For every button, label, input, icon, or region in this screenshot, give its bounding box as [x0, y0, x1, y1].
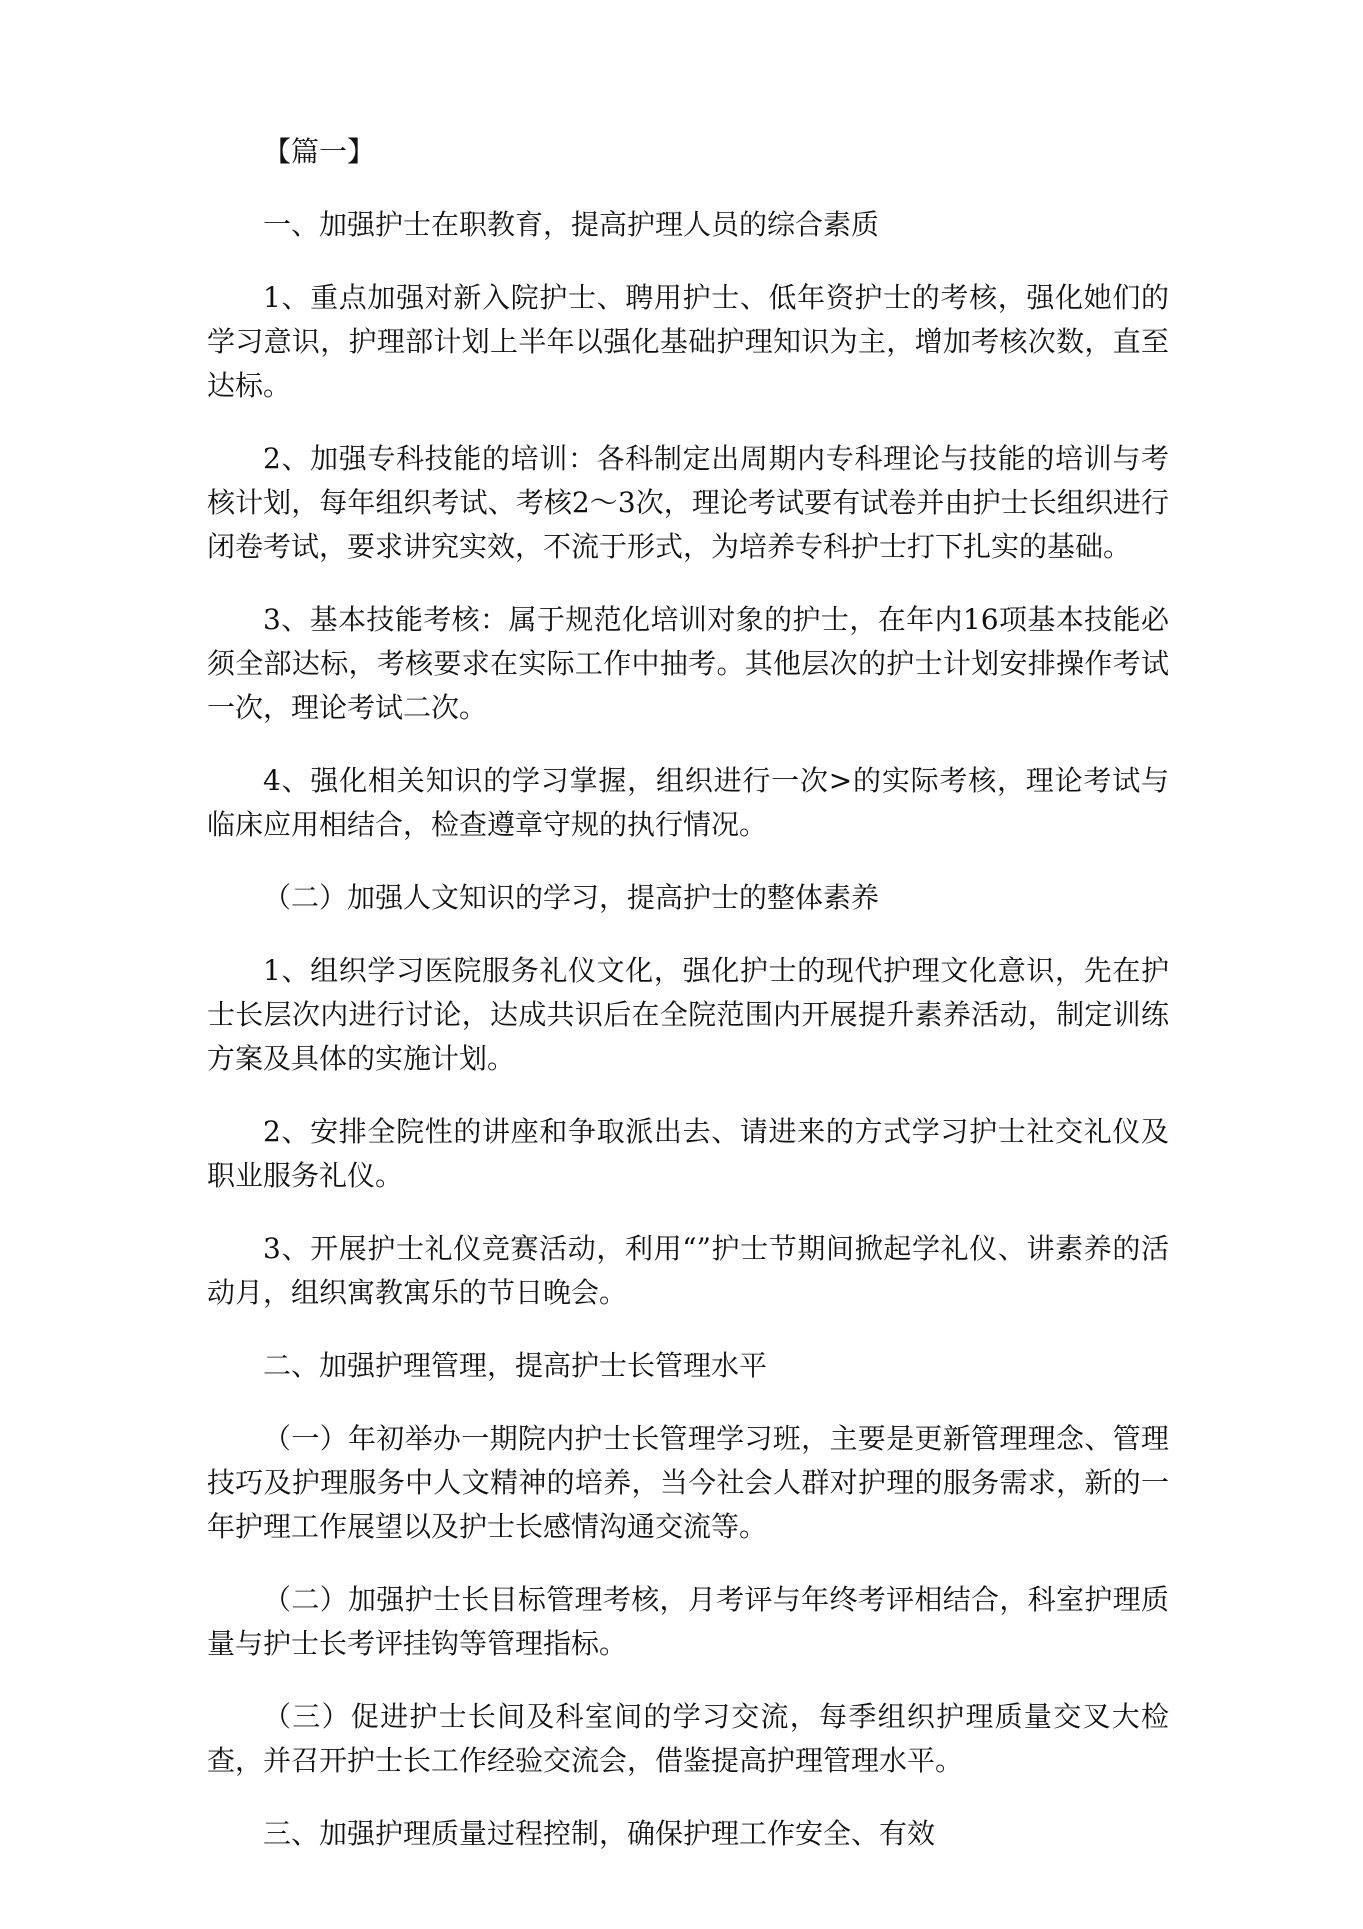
paragraph: 1、重点加强对新入院护士、聘用护士、低年资护士的考核，强化她们的学习意识，护理部计划上半年以强化基础护理知识为主，增加考核次数，直至达标。 [207, 281, 1169, 402]
paragraph: 3、基本技能考核：属于规范化培训对象的护士，在年内16项基本技能必须全部达标，考核要求在实际工作中抽考。其他层次的护士计划安排操作考试一次，理论考试二次。 [207, 603, 1169, 724]
subheading: （二）加强人文知识的学习，提高护士的整体素养 [263, 881, 880, 914]
paragraph: 3、开展护士礼仪竞赛活动，利用“”护士节期间掀起学礼仪、讲素养的活动月，组织寓教寓乐的节日晚会。 [207, 1232, 1169, 1309]
paragraph: 2、加强专科技能的培训：各科制定出周期内专科理论与技能的培训与考核计划，每年组织考试、考核2～3次，理论考试要有试卷并由护士长组织进行闭卷考试，要求讲究实效，不流于形式，为培养专科护士打下扎实的基础。 [207, 442, 1169, 563]
section-label: 【篇一】 [263, 135, 376, 168]
paragraph: 2、安排全院性的讲座和争取派出去、请进来的方式学习护士社交礼仪及职业服务礼仪。 [207, 1115, 1169, 1192]
paragraph: （一）年初举办一期院内护士长管理学习班，主要是更新管理理念、管理技巧及护理服务中人文精神的培养，当今社会人群对护理的服务需求，新的一年护理工作展望以及护士长感情沟通交流等。 [207, 1422, 1169, 1543]
heading-3: 三、加强护理质量过程控制，确保护理工作安全、有效 [263, 1817, 936, 1850]
document-body [207, 130, 1169, 1885]
paragraph: （二）加强护士长目标管理考核，月考评与年终考评相结合，科室护理质量与护士长考评挂钩等管理指标。 [207, 1583, 1169, 1660]
paragraph: 4、强化相关知识的学习掌握，组织进行一次>的实际考核，理论考试与临床应用相结合，检查遵章守规的执行情况。 [207, 764, 1169, 841]
paragraph: （三）促进护士长间及科室间的学习交流，每季组织护理质量交叉大检查，并召开护士长工作经验交流会，借鉴提高护理管理水平。 [207, 1700, 1169, 1777]
paragraph: 1、组织学习医院服务礼仪文化，强化护士的现代护理文化意识，先在护士长层次内进行讨论，达成共识后在全院范围内开展提升素养活动，制定训练方案及具体的实施计划。 [207, 954, 1169, 1075]
heading-1: 一、加强护士在职教育，提高护理人员的综合素质 [263, 208, 880, 241]
heading-2: 二、加强护理管理，提高护士长管理水平 [263, 1349, 768, 1382]
